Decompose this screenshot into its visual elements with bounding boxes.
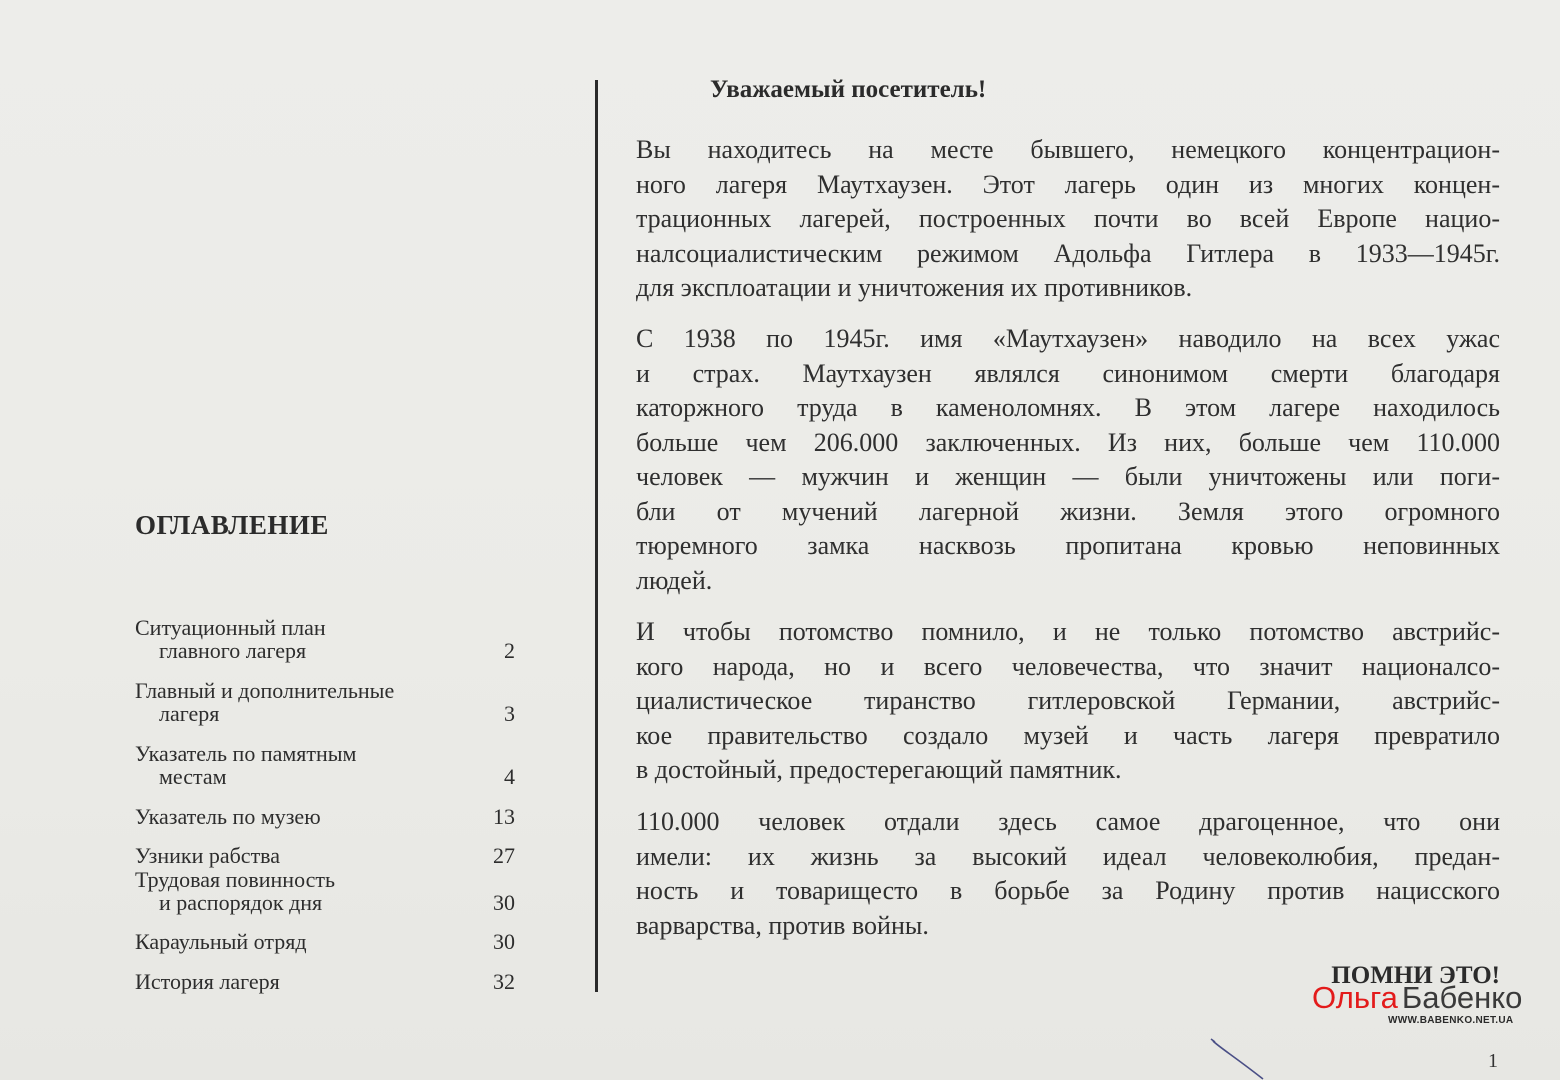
text-line: кое правительство создало музей и часть лагеря превратило: [636, 720, 1500, 750]
paragraph: [636, 805, 1500, 943]
paragraph: [636, 133, 1500, 306]
toc-entry-label-cont: лагеря: [159, 701, 220, 726]
toc-entry-label-cont: главного лагеря: [159, 638, 307, 663]
toc-page-number: 30: [493, 929, 515, 954]
toc-entry: [135, 679, 515, 725]
toc-page-number: 3: [504, 701, 515, 726]
text-line: Вы находитесь на месте бывшего, немецкого концентрацион-: [636, 135, 1500, 164]
text-line: и страх. Маутхаузен являлся синонимом смерти благодаря: [636, 358, 1500, 388]
watermark-last-name: Бабенко: [1401, 980, 1523, 1015]
text-line: бли от мучений лагерной жизни. Земля этого огромного: [636, 496, 1500, 526]
toc-page-number: 30: [493, 890, 515, 915]
text-line: С 1938 по 1945г. имя «Маутхаузен» наводило на всех ужас: [636, 324, 1500, 353]
toc-entry-label-cont: местам: [159, 764, 227, 789]
toc-entry-label-cont: и распорядок дня: [159, 890, 323, 915]
column-divider: [595, 80, 598, 992]
watermark-first-name: Ольга: [1312, 980, 1398, 1015]
text-line: налсоциалистическим режимом Адольфа Гитлера в 1933—1945г.: [636, 238, 1500, 268]
paragraph: [636, 322, 1500, 598]
watermark-logo: [1312, 980, 1522, 1016]
text-line: имели: их жизнь за высокий идеал человеколюбия, предан-: [636, 841, 1500, 871]
text-line: людей.: [636, 565, 713, 595]
toc-entry: [135, 844, 515, 867]
watermark-site: WWW.BABENKO.NET.UA: [1388, 1015, 1514, 1026]
toc-page-number: 2: [504, 638, 515, 663]
text-line: кого народа, но и всего человечества, что значит националсо-: [636, 651, 1500, 681]
greeting-heading: Уважаемый посетитель!: [710, 76, 987, 103]
toc-entry-label: Ситуационный план: [135, 615, 326, 640]
text-line: 110.000 человек отдали здесь самое драгоценное, что они: [636, 807, 1500, 836]
pen-stroke-mark: [1205, 1035, 1275, 1080]
paragraph: [636, 615, 1500, 788]
toc-entry-label: Указатель по памятным: [135, 741, 357, 766]
toc-entry-label: Трудовая повинность: [135, 867, 336, 892]
toc-entry-label: Указатель по музею: [135, 804, 321, 829]
toc-entry: [135, 742, 515, 788]
text-line: человек — мужчин и женщин — были уничтожены или поги-: [636, 462, 1500, 491]
text-line: каторжного труда в каменоломнях. В этом лагере находилось: [636, 393, 1500, 422]
text-line: трационных лагерей, построенных почти во всей Европе нацио-: [636, 204, 1500, 233]
toc-title: ОГЛАВЛЕНИЕ: [135, 510, 329, 540]
toc-entry-label: Караульный отряд: [135, 929, 307, 954]
text-line: И чтобы потомство помнило, и не только потомство австрийс-: [636, 617, 1500, 646]
text-line: варварства, против войны.: [636, 910, 929, 940]
text-line: тюремного замка насквозь пропитана кровью неповинных: [636, 531, 1500, 560]
toc-page-number: 27: [493, 843, 515, 868]
toc-entry: [135, 930, 515, 953]
text-line: ного лагеря Маутхаузен. Этот лагерь один из многих концен-: [636, 169, 1500, 199]
toc-entry-label: Узники рабства: [135, 843, 281, 868]
toc-entry: [135, 970, 515, 993]
toc-page-number: 13: [493, 804, 515, 829]
toc-entry-label: История лагеря: [135, 969, 280, 994]
toc-page-number: 4: [504, 764, 515, 789]
text-line: для эксплоатации и уничтожения их противников.: [636, 273, 1193, 302]
closing-remember: ПОМНИ ЭТО!: [1331, 962, 1500, 989]
text-line: больше чем 206.000 заключенных. Из них, больше чем 110.000: [636, 427, 1500, 457]
toc-entry: [135, 868, 515, 914]
page-number: 1: [1488, 1050, 1498, 1072]
toc-entry: [135, 805, 515, 828]
text-line: ность и товарищесто в борьбе за Родину против нацисского: [636, 876, 1500, 905]
text-line: циалистическое тиранство гитлеровской Германии, австрийс-: [636, 686, 1500, 715]
toc-entry: [135, 616, 515, 662]
toc-page-number: 32: [493, 969, 515, 994]
toc-entry-label: Главный и дополнительные: [135, 678, 395, 703]
text-line: в достойный, предостерегающий памятник.: [636, 755, 1122, 784]
